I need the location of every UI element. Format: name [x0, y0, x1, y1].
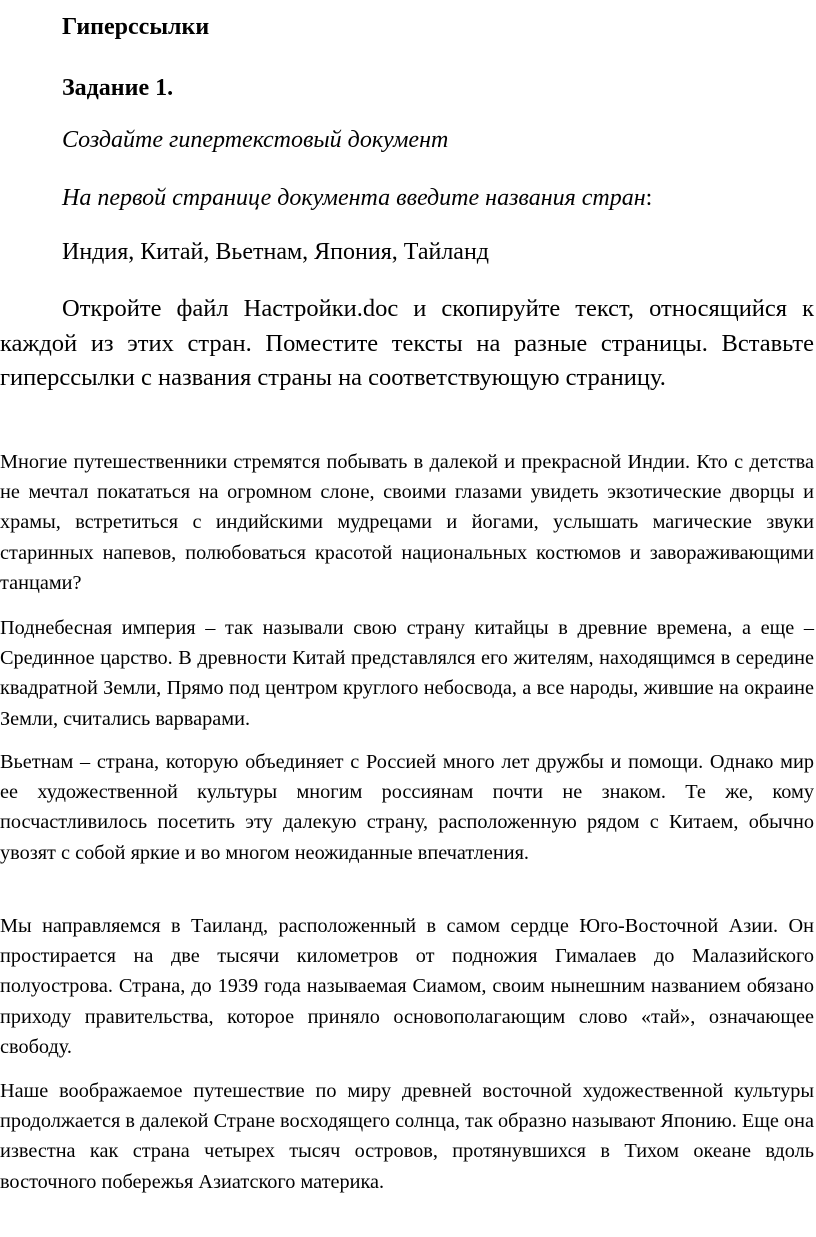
instruction-enter-countries-text: На первой странице документа введите названия стран [62, 185, 646, 211]
paragraph-china: Поднебесная империя – так называли свою страну китайцы в древние времена, а еще – Срединное царство. В древности Китай представлялся его жителям, находящимся в середине квадратной Земли, Прямо под центром круглого небосвода, а все народы, жившие на окраине Земли, считались варварами. [0, 617, 814, 730]
paragraph-vietnam: Вьетнам – страна, которую объединяет с Россией много лет дружбы и помощи. Однако мир ее художественной культуры многим россиянам почти не знаком. Те же, кому посчастливилось посетить эту далекую страну, расположенную рядом с Китаем, обычно увозят с собой яркие и во многом неожиданные впечатления. [0, 751, 814, 864]
paragraph-india: Многие путешественники стремятся побывать в далекой и прекрасной Индии. Кто с детства не мечтал покататься на огромном слоне, своими глазами увидеть экзотические дворцы и храмы, встретиться с индийскими мудрецами и йогами, услышать магические звуки старинных напевов, полюбоваться красотой национальных костюмов и завораживающими танцами? [0, 451, 814, 594]
document-title: Гиперссылки [62, 14, 210, 40]
countries-list: Индия, Китай, Вьетнам, Япония, Тайланд [62, 239, 489, 265]
paragraph-thailand: Мы направляемся в Таиланд, расположенный в самом сердце Юго-Восточной Азии. Он простирается на две тысячи километров от подножия Гималаев до Малазийского полуострова. Страна, до 1939 года называемая Сиамом, своим нынешним названием обязано приходу правительства, которое приняло основополагающим слово «тай», означающее свободу. [0, 915, 814, 1058]
task-heading: Задание 1. [62, 75, 174, 101]
paragraph-japan: Наше воображаемое путешествие по миру древней восточной художественной культуры продолжается в далекой Стране восходящего солнца, так образно называют Японию. Еще она известна как страна четырех тысяч островов, протянувшихся в Тихом океане вдоль восточного побережья Азиатского материка. [0, 1080, 814, 1193]
instruction-create-document: Создайте гипертекстовый документ [62, 127, 449, 153]
instruction-enter-countries [0, 181, 816, 215]
instruction-colon: : [645, 185, 653, 211]
instruction-copy-text: Откройте файл Настройки.doc и скопируйте текст, относящийся к каждой из этих стран. Поместите тексты на разные страницы. Вставьте гиперссылки с названия страны на соответствующую страницу. [0, 295, 814, 391]
